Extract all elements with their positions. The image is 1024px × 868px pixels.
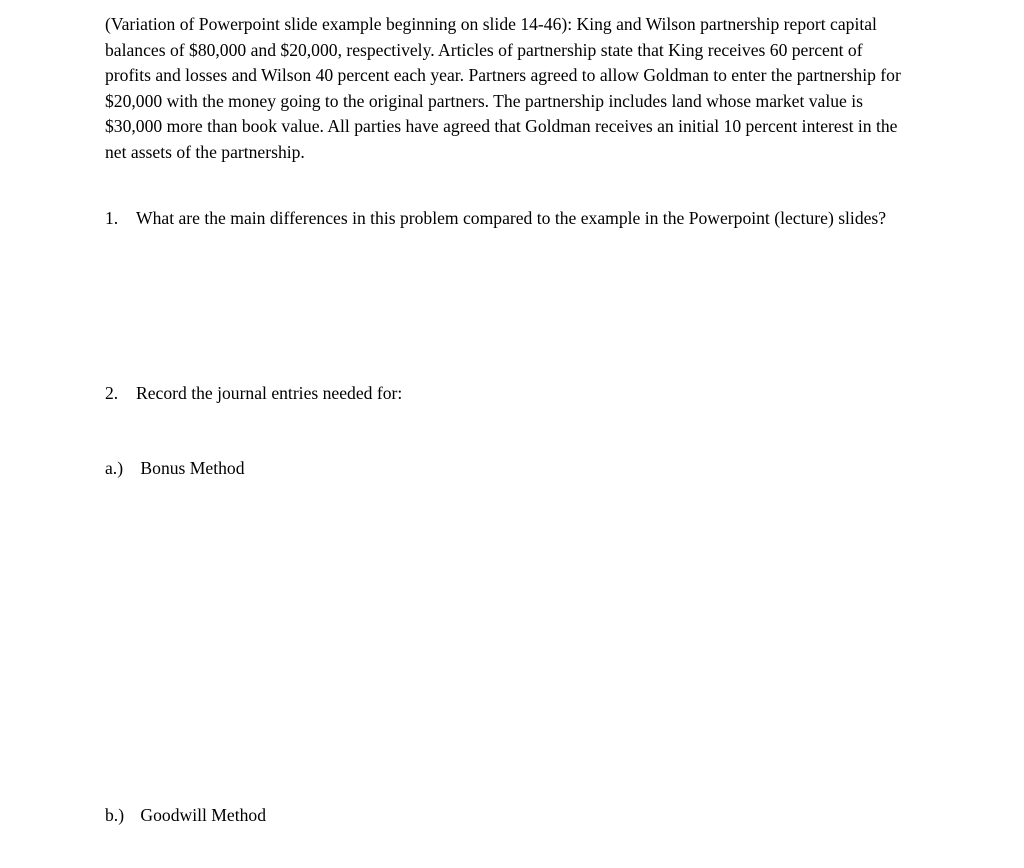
problem-statement: (Variation of Powerpoint slide example beginning on slide 14-46): King and Wilson partnership report capital balances of $80,000 and $20,000, respectively. Articles of partnership state that King receives 60 percent of profits and losses and Wilson 40 percent each year. Partners agreed to allow Goldman to enter the partnership for $20,000 with the money going to the original partners. The partnership includes land whose market value is $30,000 more than book value. All parties have agreed that Goldman receives an initial 10 percent interest in the net assets of the partnership. [105,14,901,162]
subpart-item [105,456,245,482]
subpart-text: Goodwill Method [140,805,267,825]
subpart-label: b.) [105,805,125,825]
question-text: Record the journal entries needed for: [136,383,403,403]
subpart-label: a.) [105,458,124,478]
question-text: What are the main differences in this problem compared to the example in the Powerpoint (lecture) slides? [136,208,887,228]
subpart-text: Bonus Method [140,458,245,478]
question-number: 2. [105,383,119,403]
question-number: 1. [105,208,119,228]
question-item [105,381,905,407]
subpart-item [105,803,266,829]
question-item [105,206,905,232]
